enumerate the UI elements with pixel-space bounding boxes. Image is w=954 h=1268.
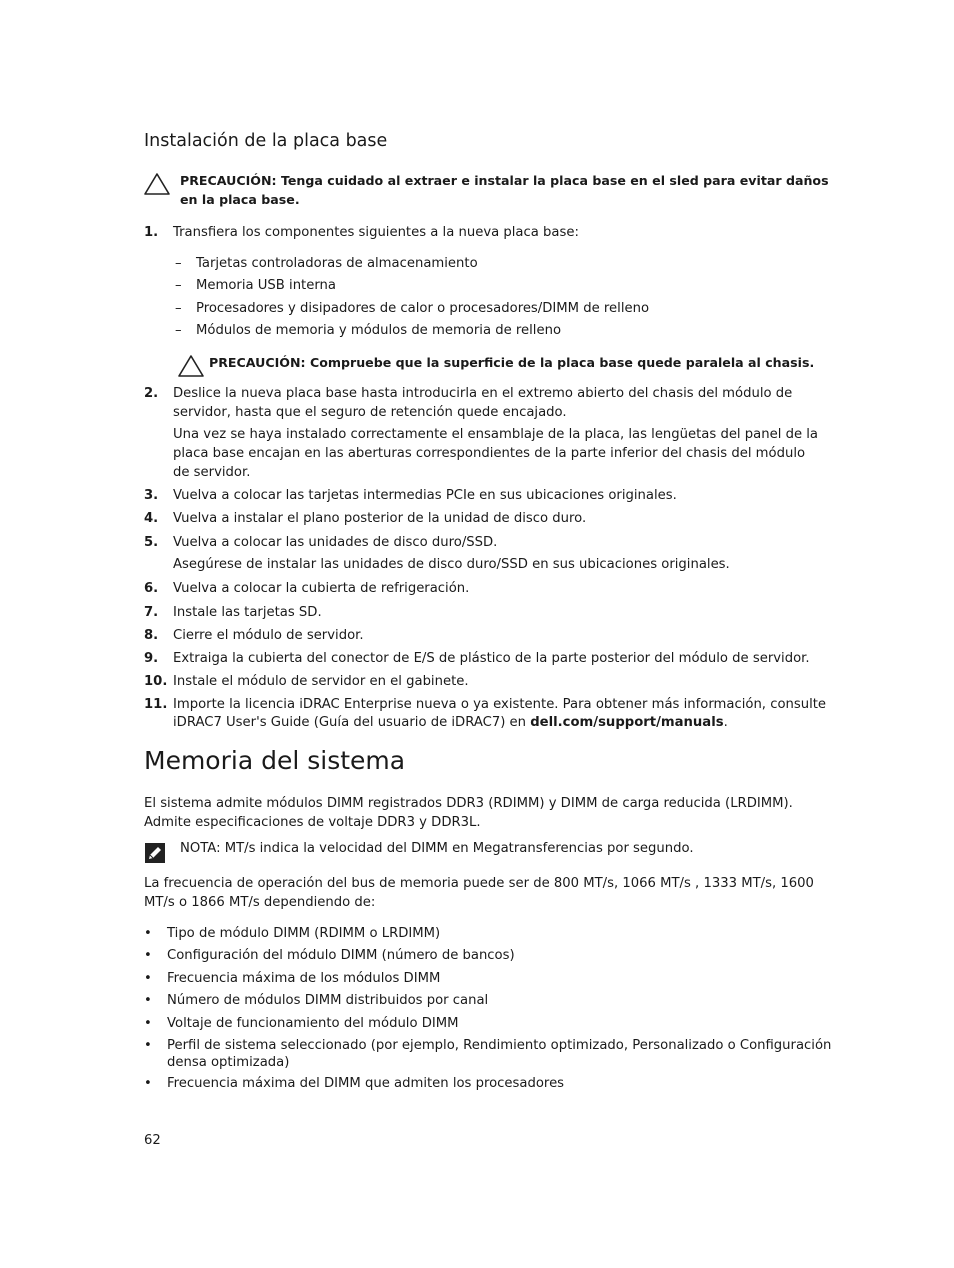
bullet-marker: •	[144, 993, 152, 1008]
bullet-marker: •	[144, 1038, 152, 1053]
caution-icon	[143, 172, 171, 196]
dash-marker: –	[175, 256, 182, 271]
bullet-item: Configuración del módulo DIMM (número de bancos)	[167, 948, 515, 963]
bullet-item: Voltaje de funcionamiento del módulo DIMM	[167, 1016, 459, 1031]
step-text-continued	[173, 714, 833, 733]
step-text: Deslice la nueva placa base hasta introducirla en el extremo abierto del chasis del módulo de servidor, hasta que el seguro de retención quede encajado.	[173, 386, 793, 420]
note-label: NOTA:	[180, 841, 221, 856]
bullet-marker: •	[144, 948, 152, 963]
step-text: Instale las tarjetas SD.	[173, 605, 322, 620]
sublist-item: Memoria USB interna	[196, 278, 336, 293]
step-text: Importe la licencia iDRAC Enterprise nueva o ya existente. Para obtener más información, consulte	[173, 697, 827, 712]
dash-marker: –	[175, 323, 182, 338]
sublist-item: Módulos de memoria y módulos de memoria de relleno	[196, 323, 562, 338]
bullet-marker: •	[144, 1016, 152, 1031]
text-fragment: iDRAC7 User's Guide (Guía del usuario de iDRAC7) en	[173, 715, 531, 730]
page-number: 62	[144, 1133, 161, 1148]
caution-text-1: PRECAUCIÓN: Tenga cuidado al extraer e instalar la placa base en el sled para evitar daños en la placa base.	[180, 173, 829, 207]
bullet-item: Número de módulos DIMM distribuidos por canal	[167, 993, 489, 1008]
bullet-marker: •	[144, 971, 152, 986]
bullet-item: Frecuencia máxima de los módulos DIMM	[167, 971, 441, 986]
step-number: 5.	[144, 535, 159, 550]
step-number: 8.	[144, 628, 159, 643]
step-number: 7.	[144, 605, 159, 620]
step-number: 6.	[144, 581, 159, 596]
bullet-marker: •	[144, 1076, 152, 1091]
step-note: Una vez se haya instalado correctamente el ensamblaje de la placa, las lengüetas del panel de la placa base encajan en las aberturas correspondientes de la parte inferior del chasis del módulo de servidor.	[173, 427, 818, 480]
step-text: Transfiera los componentes siguientes a la nueva placa base:	[173, 225, 579, 240]
step-number: 10.	[144, 674, 168, 689]
step-number: 1.	[144, 225, 159, 240]
caution-icon	[177, 354, 205, 378]
step-text: Vuelva a colocar la cubierta de refrigeración.	[173, 581, 470, 596]
step-number: 4.	[144, 511, 159, 526]
sublist-item: Tarjetas controladoras de almacenamiento	[196, 256, 478, 271]
frequency-intro: La frecuencia de operación del bus de memoria puede ser de 800 MT/s, 1066 MT/s , 1333 MT/s, 1600 MT/s o 1866 MT/s dependiendo de:	[144, 876, 814, 910]
step-number: 9.	[144, 651, 159, 666]
bullet-marker: •	[144, 926, 152, 941]
step-text: Vuelva a colocar las unidades de disco duro/SSD.	[173, 535, 498, 550]
step-text: Cierre el módulo de servidor.	[173, 628, 364, 643]
bullet-item: Frecuencia máxima del DIMM que admiten los procesadores	[167, 1076, 565, 1091]
sublist-item: Procesadores y disipadores de calor o procesadores/DIMM de relleno	[196, 301, 650, 316]
step-text: Instale el módulo de servidor en el gabinete.	[173, 674, 469, 689]
step-text: Extraiga la cubierta del conector de E/S de plástico de la parte posterior del módulo de servidor.	[173, 651, 810, 666]
caution-text-2: PRECAUCIÓN: Compruebe que la superficie de la placa base quede paralela al chasis.	[209, 355, 815, 370]
step-number: 3.	[144, 488, 159, 503]
step-text: Vuelva a colocar las tarjetas intermedias PCIe en sus ubicaciones originales.	[173, 488, 677, 503]
note-body: MT/s indica la velocidad del DIMM en Megatransferencias por segundo.	[220, 841, 694, 856]
bullet-item: Tipo de módulo DIMM (RDIMM o LRDIMM)	[167, 926, 441, 941]
step-text: Vuelva a instalar el plano posterior de la unidad de disco duro.	[173, 511, 587, 526]
step-number: 2.	[144, 386, 159, 401]
memory-intro: El sistema admite módulos DIMM registrados DDR3 (RDIMM) y DIMM de carga reducida (LRDIMM). Admite especificaciones de voltaje DDR3 y DDR3L.	[144, 796, 793, 830]
text-fragment: .	[723, 715, 728, 730]
step-number: 11.	[144, 697, 168, 712]
manuals-link[interactable]: dell.com/support/manuals	[530, 715, 724, 730]
step-note: Asegúrese de instalar las unidades de disco duro/SSD en sus ubicaciones originales.	[173, 557, 730, 572]
note-text	[180, 840, 694, 859]
section-title-memory: Memoria del sistema	[144, 746, 406, 775]
dash-marker: –	[175, 278, 182, 293]
section-title-motherboard: Instalación de la placa base	[144, 131, 388, 151]
dash-marker: –	[175, 301, 182, 316]
bullet-item: Perfil de sistema seleccionado (por ejemplo, Rendimiento optimizado, Personalizado o Configuración densa optimizada)	[167, 1038, 832, 1070]
note-pencil-icon	[144, 842, 166, 864]
